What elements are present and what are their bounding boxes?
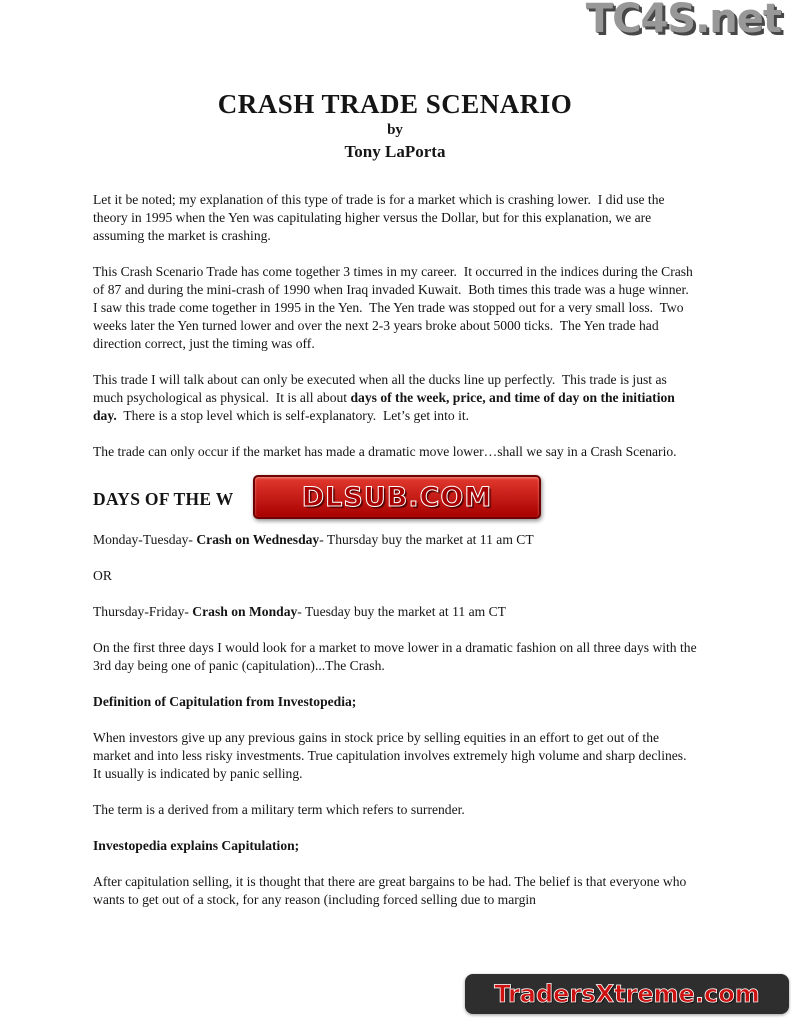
paragraph-ducks — [93, 371, 697, 425]
schedule-line-2 — [93, 603, 697, 621]
tc4s-logo-watermark: TC4S.net — [585, 0, 781, 42]
text-segment: This trade I will talk about can only be executed when all the ducks line up perfectly. This trade is just as much psychological as physical. It is all about — [93, 372, 671, 405]
section-heading: DAYS OF THE W — [93, 489, 234, 509]
text-segment: Thursday-Friday- — [93, 604, 193, 619]
text-segment: - Tuesday buy the market at 11 am CT — [297, 604, 506, 619]
dlsub-watermark-text: DLSUB.COM — [301, 481, 493, 513]
bold-text-segment: days of the week, price, and time of day on the initiation day. — [93, 390, 679, 423]
document-body — [93, 88, 701, 909]
author-name: Tony LaPorta — [344, 142, 446, 161]
paragraph-occur: The trade can only occur if the market has made a dramatic move lower…shall we say in a Crash Scenario. — [93, 444, 677, 459]
paragraph-term: The term is a derived from a military term which refers to surrender. — [93, 802, 465, 817]
doc-title: CRASH TRADE SCENARIO — [217, 89, 573, 119]
paragraph-first-three-days: On the first three days I would look for a market to move lower in a dramatic fashion on all three days with the 3rd day being one of panic (capitulation)...The Crash. — [93, 640, 701, 673]
text-segment: - Thursday buy the market at 11 am CT — [319, 532, 534, 547]
schedule-line-1 — [93, 531, 697, 549]
tradersxtreme-banner — [465, 974, 789, 1014]
dlsub-watermark-badge — [253, 475, 541, 519]
text-segment: Monday-Tuesday- — [93, 532, 197, 547]
definition-heading: Definition of Capitulation from Investopedia; — [93, 694, 357, 709]
paragraph-history: This Crash Scenario Trade has come together 3 times in my career. It occurred in the indices during the Crash of 87 and during the mini-crash of 1990 when Iraq invaded Kuwait. Both times this trade was a huge winner. I saw this trade come together in 1995 in the Yen. The Yen trade was stopped out for a very small loss. Two weeks later the Yen turned lower and over the next 2-3 years broke about 5000 ticks. The Yen trade had direction correct, just the timing was off. — [93, 264, 697, 351]
section-heading-row — [93, 481, 697, 513]
bold-text-segment: Crash on Wednesday — [196, 532, 320, 547]
paragraph-definition: When investors give up any previous gains in stock price by selling equities in an effort to get out of the market and into less risky investments. True capitulation involves extremely high volume and sharp declines. It usually is indicated by panic selling. — [93, 730, 690, 781]
tradersxtreme-text: TradersXtreme.com — [494, 980, 760, 1008]
explains-heading: Investopedia explains Capitulation; — [93, 838, 300, 853]
paragraph-explains: After capitulation selling, it is thought that there are great bargains to be had. The belief is that everyone who wants to get out of a stock, for any reason (including forced selling due to margin — [93, 874, 690, 907]
byline: by — [387, 122, 403, 138]
or-separator: OR — [93, 568, 112, 583]
text-segment: There is a stop level which is self-explanatory. Let’s get into it. — [116, 408, 470, 423]
paragraph-intro: Let it be noted; my explanation of this type of trade is for a market which is crashing lower. I did use the theory in 1995 when the Yen was capitulating higher versus the Dollar, but for this explanation, we are assuming the market is crashing. — [93, 192, 668, 243]
bold-text-segment: Crash on Monday — [192, 604, 298, 619]
